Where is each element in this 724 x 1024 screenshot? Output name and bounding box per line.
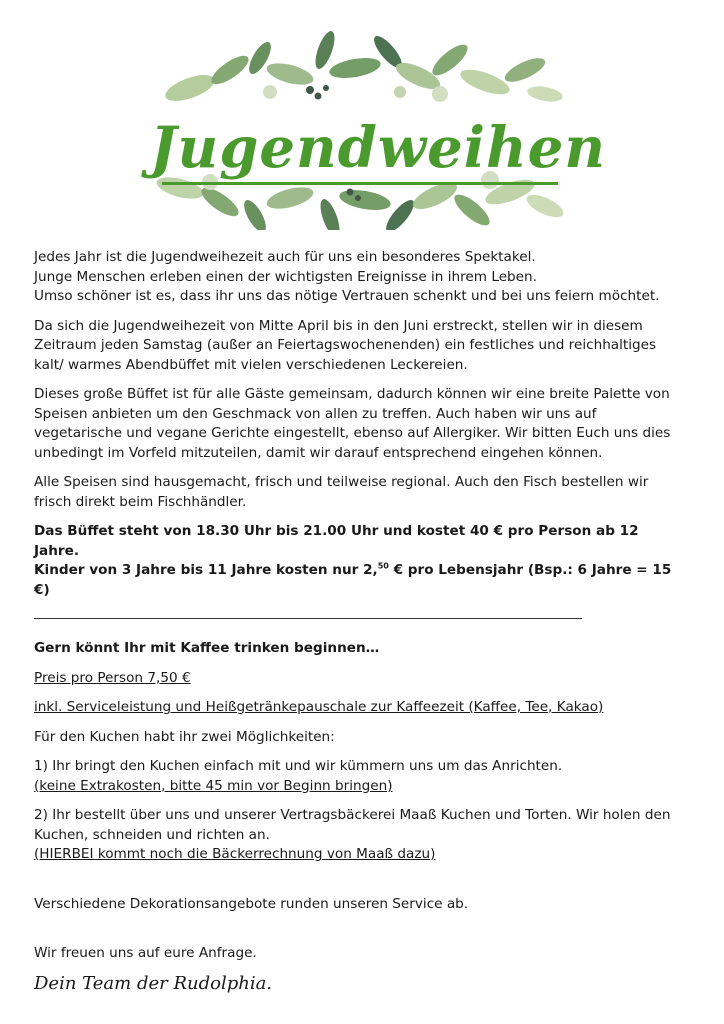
decoration-paragraph: Verschiedene Dekorationsangebote runden unseren Service ab. [34,895,469,912]
option-text: 2) Ihr bestellt über uns und unserer Vertragsbäckerei Maaß Kuchen und Torten. Wir holen den Kuchen, schneiden und richten an. [34,807,671,843]
coffee-heading: Gern könnt Ihr mit Kaffee trinken beginnen… [34,640,380,656]
coffee-price: Preis pro Person 7,50 € [34,669,191,686]
header-banner [150,30,607,230]
cake-intro: Für den Kuchen habt ihr zwei Möglichkeiten: [34,728,335,745]
signature: Dein Team der Rudolphia. [34,972,273,994]
document-body [34,248,684,1003]
buffet-paragraph: Dieses große Büffet ist für alle Gäste gemeinsam, dadurch können wir eine breite Palette von Speisen anbieten um den Geschmack von allen zu treffen. Auch haben wir uns auf vegetarische und vegane Gerichte eingestellt, ebenso auf Allergiker. Wir bitten Euch uns dies unbedingt im Vorfeld mitzuteilen, damit wir darauf entsprechend eingehen können. [34,386,671,461]
ingredients-paragraph: Alle Speisen sind hausgemacht, frisch und teilweise regional. Auch den Fisch bestellen wir frisch direkt beim Fischhändler. [34,474,649,510]
title-underline [162,182,558,185]
intro-paragraph [34,248,684,307]
page-title: Jugendweihen [150,115,607,181]
closing-paragraph: Wir freuen uns auf eure Anfrage. [34,945,257,961]
intro-line: Umso schöner ist es, dass ihr uns das nötige Vertrauen schenkt und bei uns feiern möchtet. [34,288,660,304]
price-superscript: 50 [377,561,389,571]
price-line-adults: Das Büffet steht von 18.30 Uhr bis 21.00 Uhr und kostet 40 € pro Person ab 12 Jahre. [34,523,639,559]
price-text: Kinder von 3 Jahre bis 11 Jahre kosten nur 2, [34,562,378,578]
intro-line: Jedes Jahr ist die Jugendweihezeit auch für uns ein besonderes Spektakel. [34,249,536,265]
section-divider [34,618,582,619]
intro-line: Junge Menschen erleben einen der wichtigsten Ereignisse in ihrem Leben. [34,268,537,285]
period-paragraph: Da sich die Jugendweihezeit von Mitte April bis in den Juni erstreckt, stellen wir in diesem Zeitraum jeden Samstag (außer an Feiertagswochenenden) ein festliches und reichhaltiges kalt/ warmes Abendbüffet mit vielen verschiedenen Leckereien. [34,317,657,373]
cake-option-2 [34,806,684,865]
cake-option-1 [34,757,684,796]
option-text: 1) Ihr bringt den Kuchen einfach mit und wir kümmern uns um das Anrichten. [34,758,563,774]
price-paragraph [34,522,684,600]
option-note: (keine Extrakosten, bitte 45 min vor Beginn bringen) [34,777,393,794]
price-line-children [34,561,684,600]
option-note: (HIERBEI kommt noch die Bäckerrechnung von Maaß dazu) [34,846,436,862]
coffee-inclusions: inkl. Serviceleistung und Heißgetränkepauschale zur Kaffeezeit (Kaffee, Tee, Kakao) [34,699,604,715]
price-text: € pro Lebensjahr (Bsp.: 6 Jahre = 15 €) [34,562,672,598]
